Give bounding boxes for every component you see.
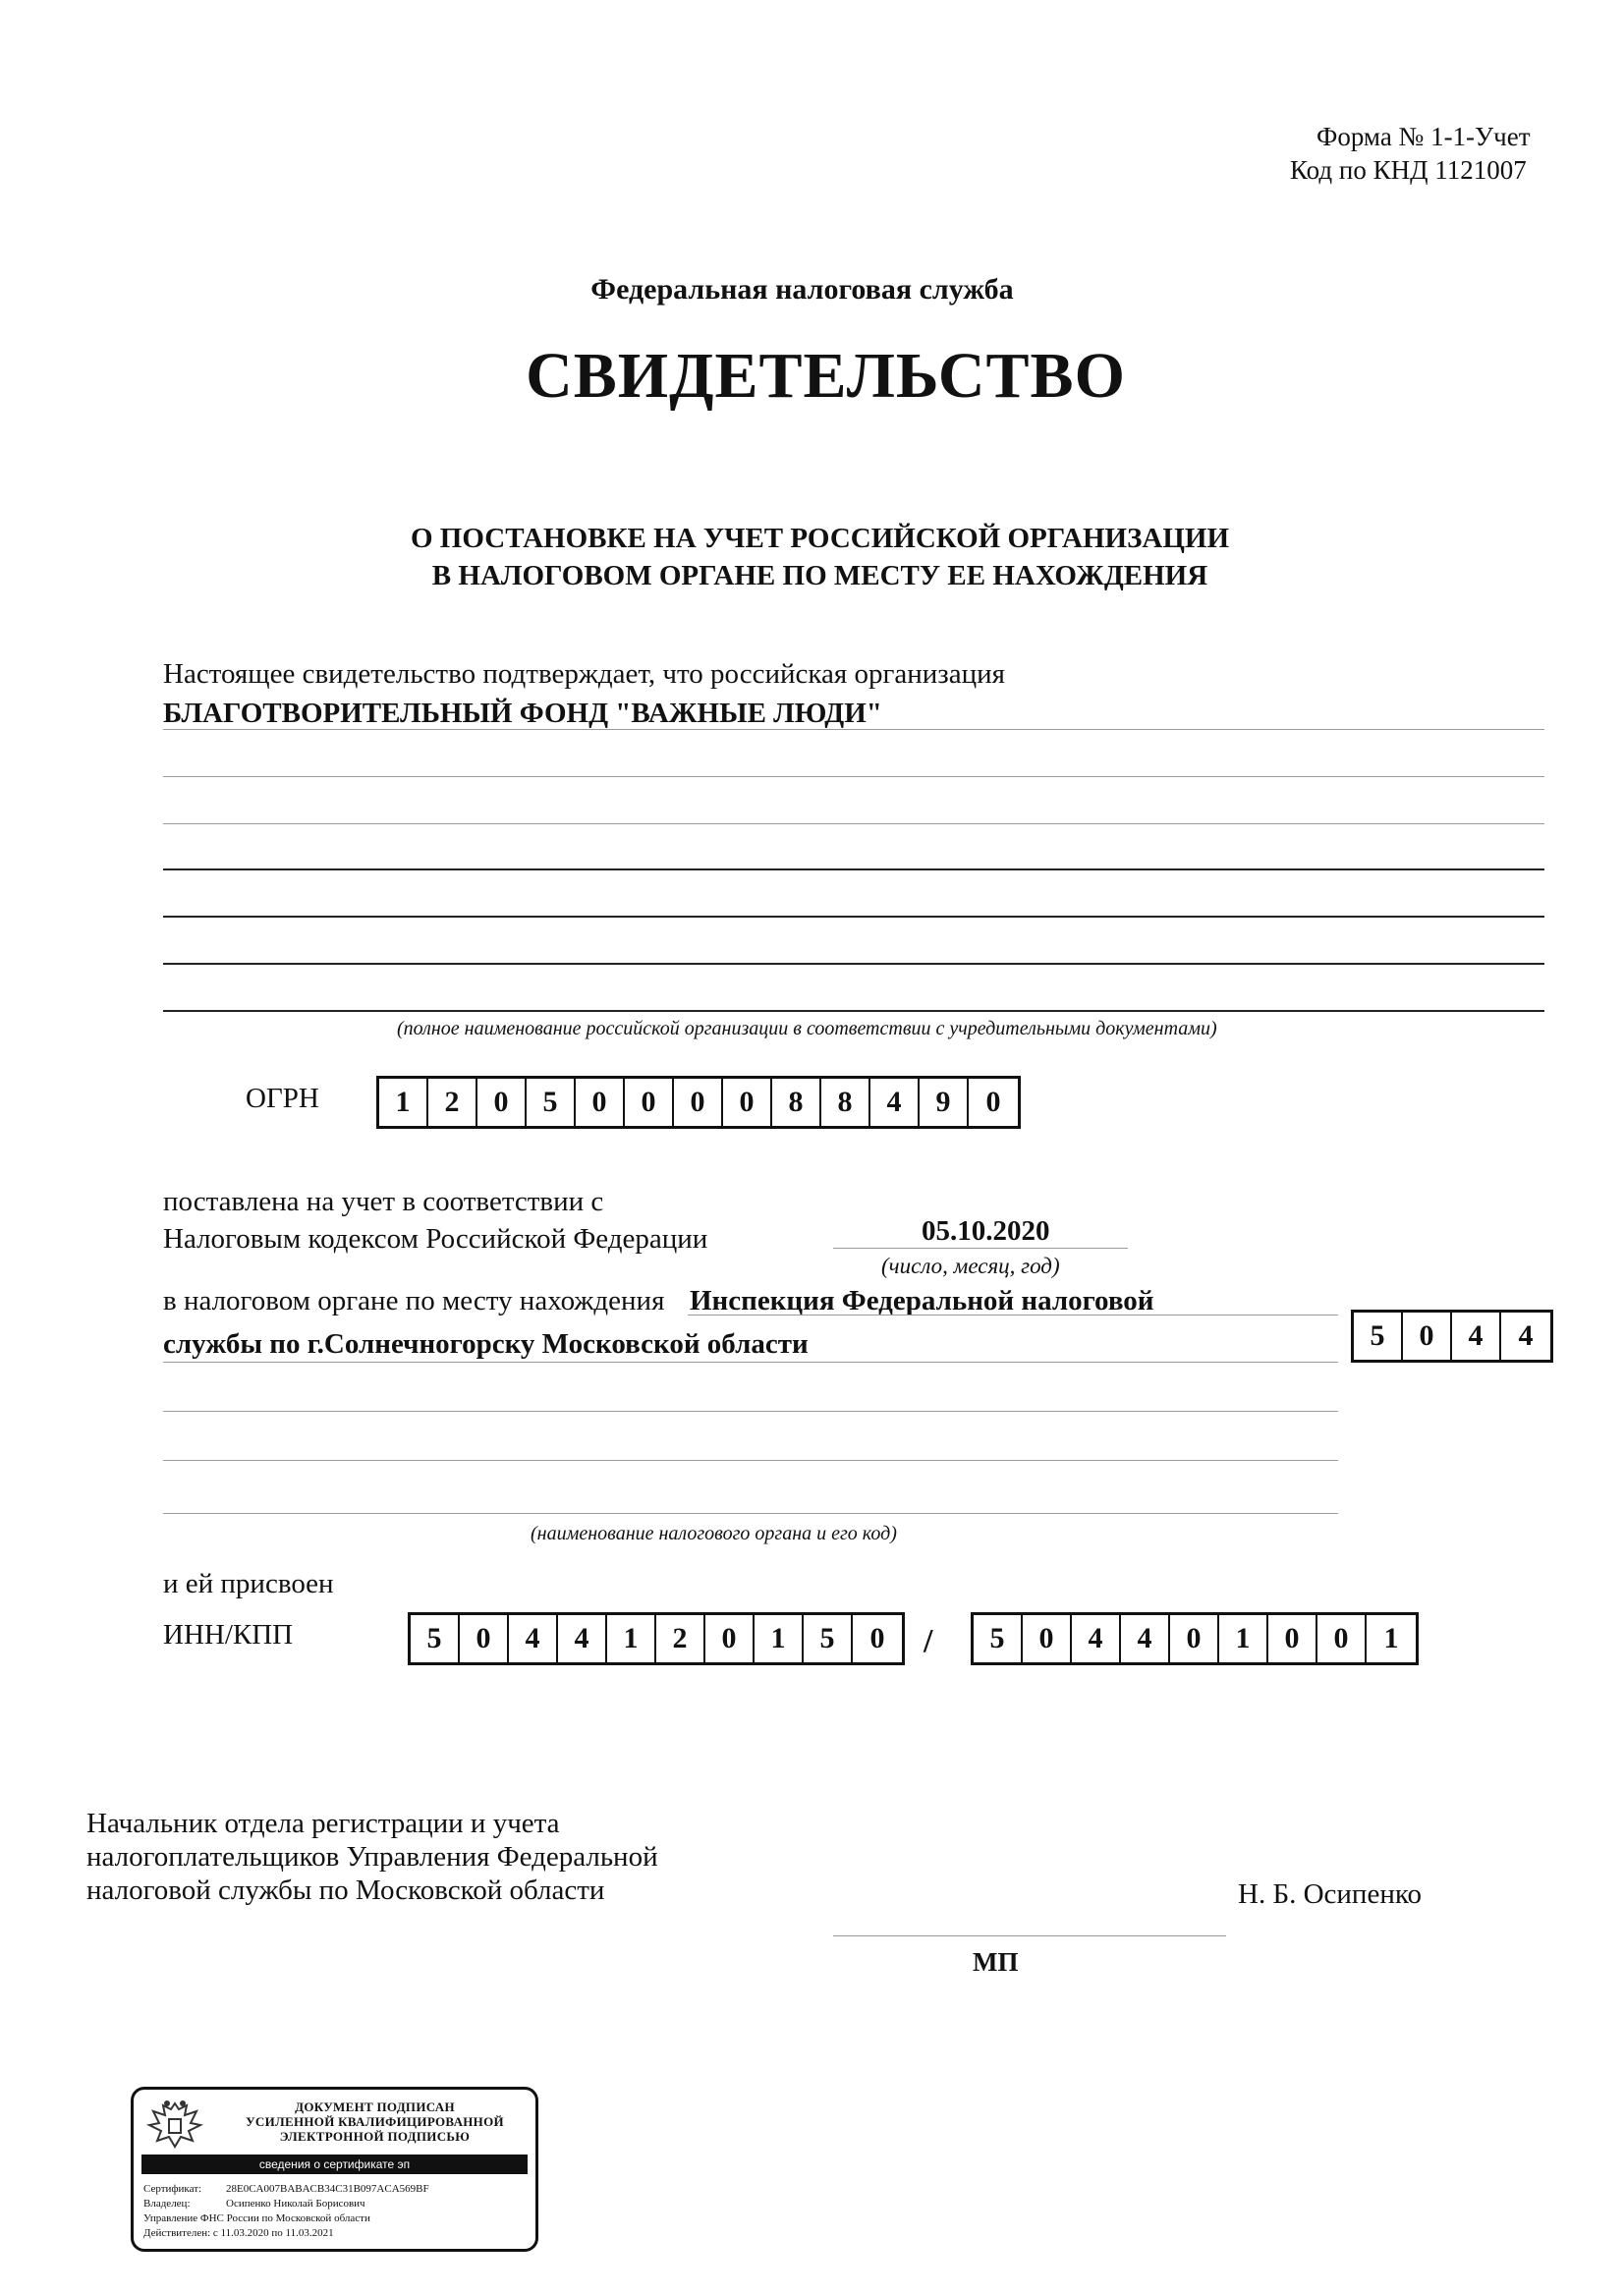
certificate-row <box>143 2182 429 2197</box>
kpp-digit: 1 <box>1383 1622 1399 1654</box>
inn-digit: 1 <box>755 1615 804 1662</box>
kpp-digit: 0 <box>1023 1615 1072 1662</box>
organization-name: БЛАГОТВОРИТЕЛЬНЫЙ ФОНД "ВАЖНЫЕ ЛЮДИ" <box>163 698 882 729</box>
registration-line-2: Налоговым кодексом Российской Федерации <box>163 1223 708 1255</box>
signatory-title-2: налогоплательщиков Управления Федеральной <box>86 1841 658 1873</box>
certificate-details <box>143 2182 429 2241</box>
issuer-row: Управление ФНС России по Московской области <box>143 2212 370 2224</box>
owner-label: Владелец: <box>143 2198 191 2210</box>
signature-line <box>833 1935 1226 1936</box>
tax-authority-label: в налоговом органе по месту нахождения <box>163 1285 665 1316</box>
seal-label: МП <box>973 1947 1019 1977</box>
org-name-line <box>163 963 1544 965</box>
date-caption: (число, месяц, год) <box>881 1254 1060 1278</box>
validity-row: Действителен: с 11.03.2020 по 11.03.2021 <box>143 2227 334 2239</box>
kpp-digit: 0 <box>1317 1615 1367 1662</box>
ogrn-cells <box>376 1076 1021 1129</box>
tax-authority-name-2: службы по г.Солнечногорску Московской области <box>163 1328 809 1360</box>
tax-code-digit: 4 <box>1518 1319 1534 1352</box>
ogrn-digit: 0 <box>674 1079 723 1126</box>
inn-digit: 4 <box>558 1615 607 1662</box>
agency-name: Федеральная налоговая служба <box>590 273 1014 306</box>
org-name-line <box>163 916 1544 918</box>
registration-line-1: поставлена на учет в соответствии с <box>163 1186 604 1217</box>
knd-code: Код по КНД 1121007 <box>1290 155 1527 185</box>
inn-digit: 0 <box>460 1615 509 1662</box>
ogrn-digit: 0 <box>576 1079 625 1126</box>
ogrn-digit: 8 <box>821 1079 870 1126</box>
certificate-label: Сертификат: <box>143 2183 202 2195</box>
tax-authority-caption: (наименование налогового органа и его код) <box>531 1523 897 1544</box>
e-signature-heading-line: УСИЛЕННОЙ КВАЛИФИЦИРОВАННОЙ <box>246 2114 504 2129</box>
tax-code-digit: 0 <box>1403 1313 1452 1360</box>
ogrn-digit: 0 <box>477 1079 527 1126</box>
inn-digit: 1 <box>607 1615 656 1662</box>
assigned-text: и ей присвоен <box>163 1568 334 1599</box>
e-signature-stamp <box>131 2087 538 2252</box>
e-signature-heading <box>222 2099 528 2144</box>
inn-cells <box>408 1612 905 1665</box>
signatory-name: Н. Б. Осипенко <box>1238 1878 1422 1910</box>
date-underline <box>833 1248 1128 1249</box>
kpp-digit: 0 <box>1268 1615 1317 1662</box>
inn-digit: 5 <box>804 1615 853 1662</box>
document-title: СВИДЕТЕЛЬСТВО <box>526 340 1126 412</box>
tax-authority-name-1: Инспекция Федеральной налоговой <box>690 1285 1154 1316</box>
org-name-line <box>163 729 1544 730</box>
tax-authority-code-cells <box>1351 1310 1553 1363</box>
org-name-line <box>163 868 1544 870</box>
org-name-line <box>163 776 1544 777</box>
intro-text: Настоящее свидетельство подтверждает, что российская организация <box>163 658 1005 690</box>
coat-of-arms-icon <box>143 2098 206 2153</box>
form-number: Форма № 1-1-Учет <box>1316 122 1531 151</box>
kpp-digit: 1 <box>1219 1615 1268 1662</box>
ogrn-digit: 1 <box>379 1079 428 1126</box>
kpp-digit: 0 <box>1170 1615 1219 1662</box>
e-signature-heading-line: ЭЛЕКТРОННОЙ ПОДПИСЬЮ <box>279 2129 471 2144</box>
org-name-line <box>163 823 1544 824</box>
ogrn-digit: 8 <box>772 1079 821 1126</box>
kpp-cells <box>971 1612 1419 1665</box>
registration-date: 05.10.2020 <box>922 1215 1050 1247</box>
ogrn-label: ОГРН <box>246 1083 319 1114</box>
owner-row <box>143 2197 429 2211</box>
ogrn-digit: 5 <box>527 1079 576 1126</box>
ogrn-digit: 0 <box>625 1079 674 1126</box>
inn-kpp-separator: / <box>924 1623 933 1659</box>
ogrn-digit: 0 <box>723 1079 772 1126</box>
ogrn-digit: 2 <box>428 1079 477 1126</box>
inn-digit: 5 <box>411 1615 460 1662</box>
inn-kpp-label: ИНН/КПП <box>163 1619 294 1651</box>
certificate-info-bar: сведения о сертификате эп <box>141 2155 528 2174</box>
tax-code-digit: 5 <box>1354 1313 1403 1360</box>
inn-digit: 0 <box>869 1622 885 1654</box>
kpp-digit: 4 <box>1121 1615 1170 1662</box>
ogrn-digit: 9 <box>920 1079 969 1126</box>
ogrn-digit: 4 <box>870 1079 920 1126</box>
signatory-title-1: Начальник отдела регистрации и учета <box>86 1808 560 1839</box>
inn-digit: 0 <box>705 1615 755 1662</box>
subtitle-line-1: О ПОСТАНОВКЕ НА УЧЕТ РОССИЙСКОЙ ОРГАНИЗАЦИИ <box>411 523 1229 554</box>
kpp-digit: 5 <box>974 1615 1023 1662</box>
tax-authority-line <box>163 1362 1338 1363</box>
inn-digit: 4 <box>509 1615 558 1662</box>
ogrn-digit: 0 <box>985 1086 1001 1118</box>
tax-authority-line <box>163 1513 1338 1514</box>
signatory-title-3: налоговой службы по Московской области <box>86 1875 605 1906</box>
inn-digit: 2 <box>656 1615 705 1662</box>
tax-authority-line <box>163 1411 1338 1412</box>
tax-authority-line <box>163 1460 1338 1461</box>
e-signature-heading-line: ДОКУМЕНТ ПОДПИСАН <box>295 2099 455 2114</box>
owner-value: Осипенко Николай Борисович <box>226 2198 365 2210</box>
kpp-digit: 4 <box>1072 1615 1121 1662</box>
subtitle-line-2: В НАЛОГОВОМ ОРГАНЕ ПО МЕСТУ ЕЕ НАХОЖДЕНИЯ <box>431 560 1208 591</box>
org-name-caption: (полное наименование российской организации в соответствии с учредительными документами) <box>397 1018 1217 1039</box>
certificate-value: 28E0CA007BABACB34C31B097ACA569BF <box>226 2183 429 2195</box>
org-name-line <box>163 1010 1544 1012</box>
tax-code-digit: 4 <box>1452 1313 1501 1360</box>
